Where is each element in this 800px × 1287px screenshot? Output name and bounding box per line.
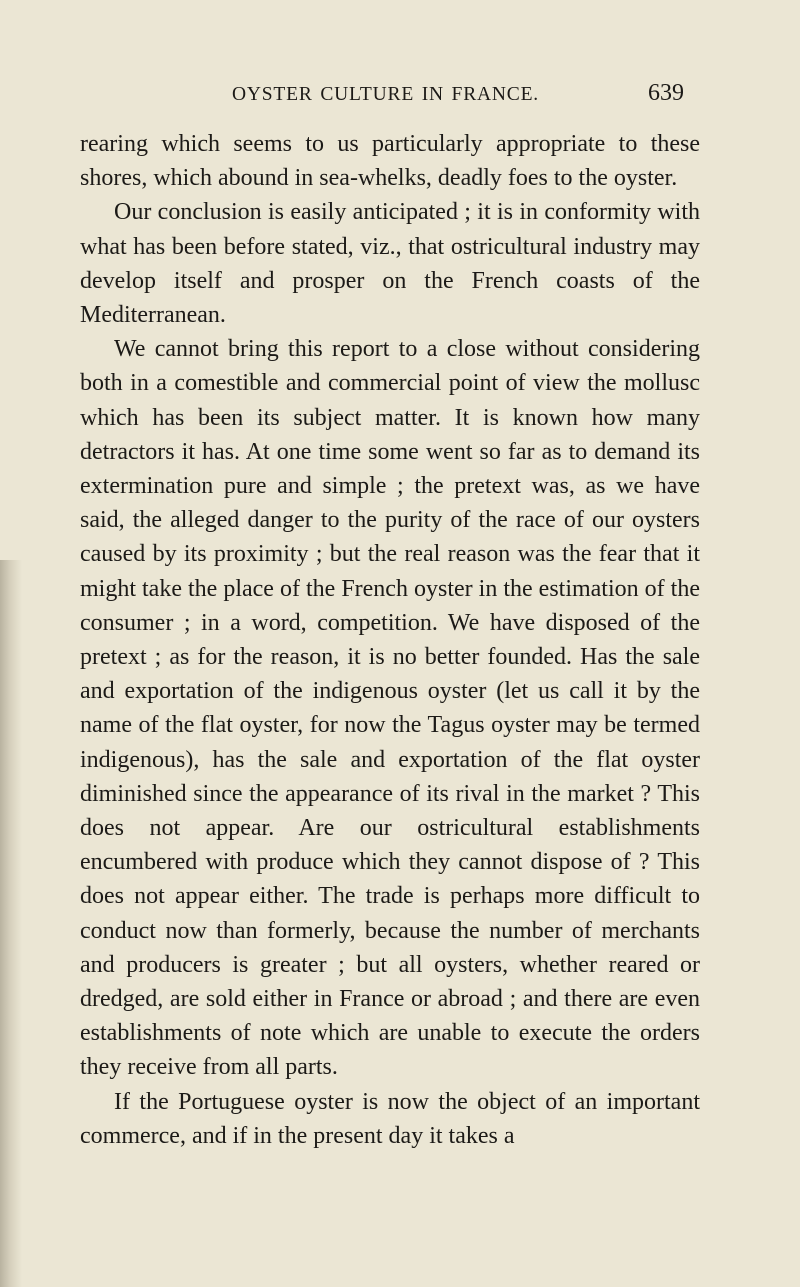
page-number: 639 <box>648 80 684 106</box>
binding-shadow <box>0 560 22 1287</box>
paragraph-conclusion: Our conclusion is easily anticipated ; it is in conformity with what has been before stated, viz., that ostricultural industry may develop itself and prosper on the French coasts of the Mediterranean. <box>80 199 700 329</box>
running-title: OYSTER CULTURE IN FRANCE. <box>232 84 539 105</box>
body-text <box>80 127 700 1153</box>
paragraph-continued: rearing which seems to us particularly appropriate to these shores, which abound in sea-whelks, deadly foes to the oyster. <box>80 131 700 192</box>
paragraph-report-close: We cannot bring this report to a close without considering both in a comestible and commercial point of view the mollusc which has been its subject matter. It is known how many detractors it has. At one time some went so far as to demand its extermination pure and simple ; the pretext was, as we have said, the alleged danger to the purity of the race of our oysters caused by its proximity ; but the real reason was the fear that it might take the place of the French oyster in the estimation of the consumer ; in a word, competition. We have disposed of the pretext ; as for the reason, it is no better founded. Has the sale and exportation of the indigenous oyster (let us call it by the name of the flat oyster, for now the Tagus oyster may be termed indigenous), has the sale and exportation of the flat oyster diminished since the appearance of its rival in the market ? This does not appear. Are our ostricultural establishments encumbered with produce which they cannot dispose of ? This does not appear either. The trade is perhaps more difficult to conduct now than formerly, because the number of merchants and producers is greater ; but all oysters, whether reared or dredged, are sold either in France or abroad ; and there are even establishments of note which are unable to execute the orders they receive from all parts. <box>80 336 700 1081</box>
paragraph-portuguese-oyster: If the Portuguese oyster is now the object of an important commerce, and if in the present day it takes a <box>80 1088 700 1149</box>
